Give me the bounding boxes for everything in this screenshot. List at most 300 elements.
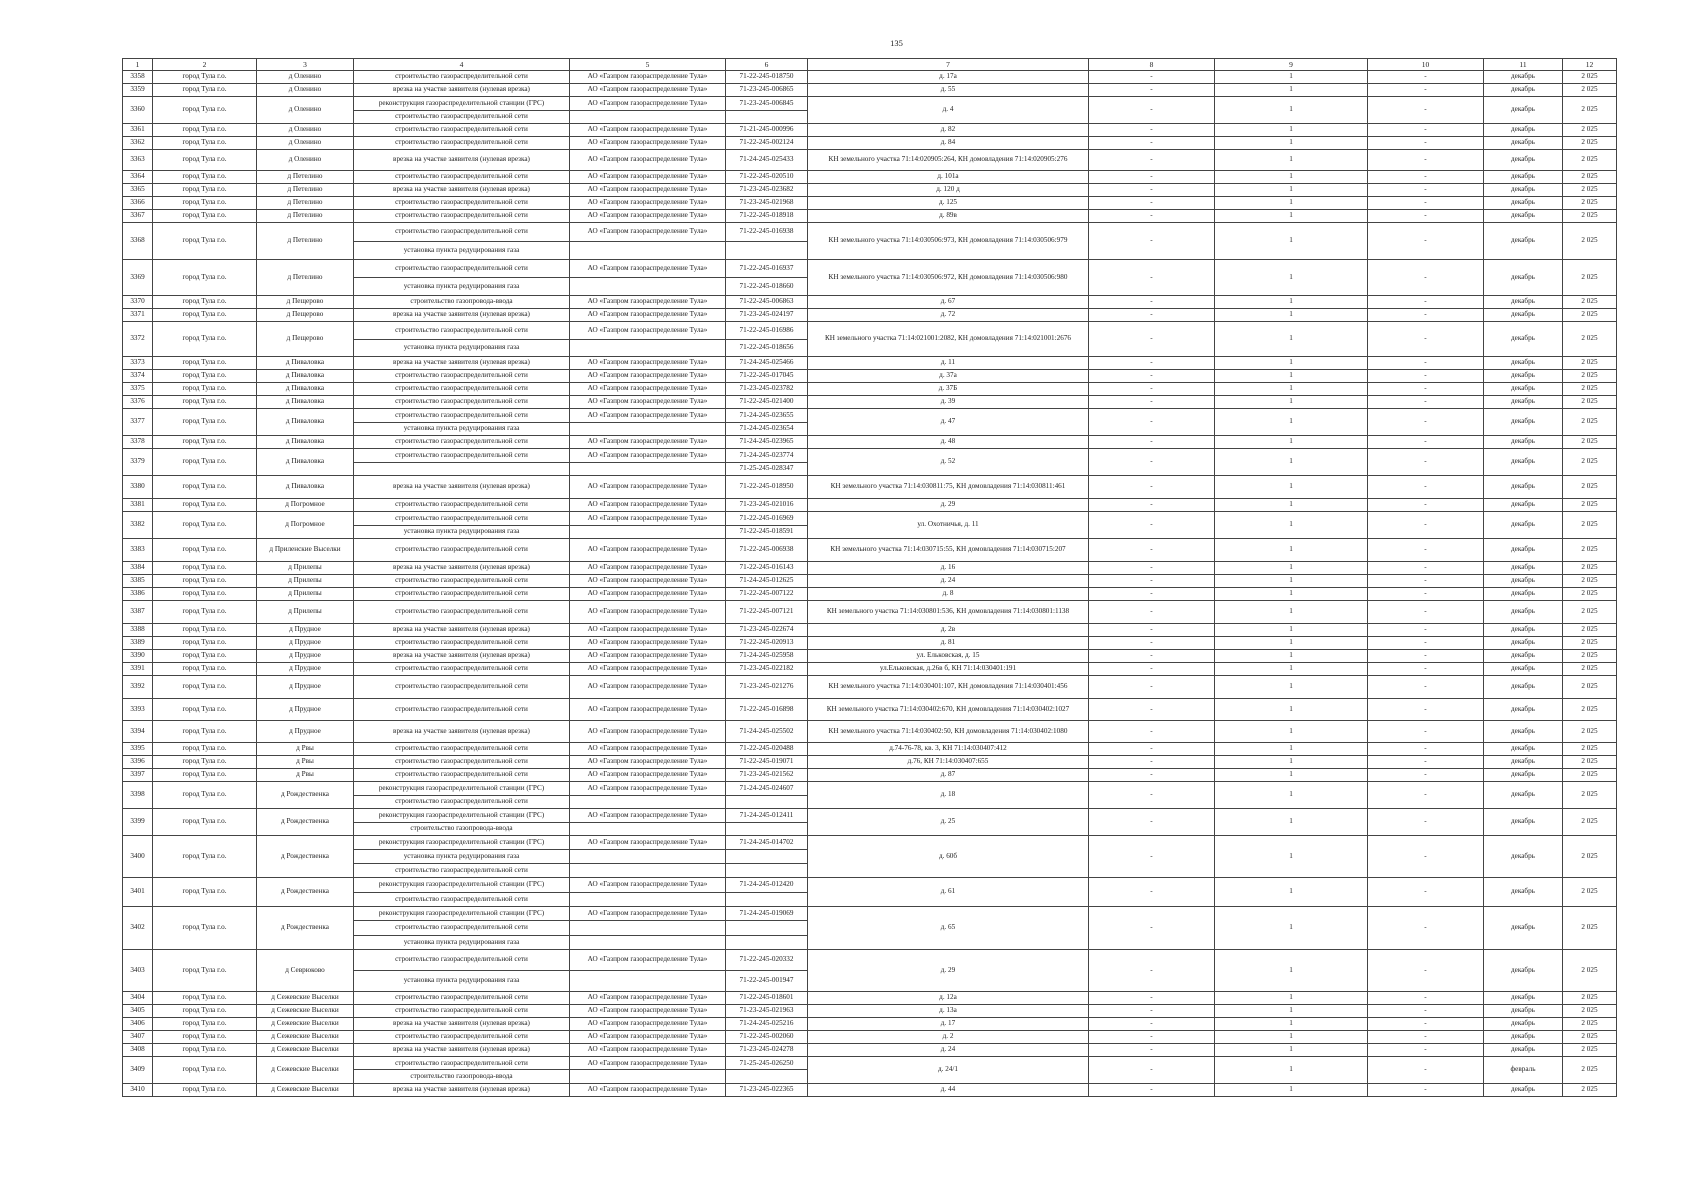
address-cell: д. 13а [808,1004,1089,1017]
locality-cell: д Петелино [257,210,354,223]
row-number: 3383 [123,539,153,562]
column-10-cell: - [1368,949,1484,991]
year-cell: 2 025 [1563,322,1617,357]
locality-cell: д Сежевские Выселки [257,1043,354,1056]
year-cell: 2 025 [1563,184,1617,197]
work-type-cell: строительство газораспределительной сети [354,383,570,396]
row-number: 3405 [123,1004,153,1017]
header-cell: 4 [354,59,570,71]
work-type-cell: строительство газораспределительной сети [354,663,570,676]
work-type-cell: установка пункта редуцирования газа [354,850,570,864]
object-code-cell: 71-22-245-018656 [726,339,808,357]
locality-cell: д Рождественка [257,782,354,809]
locality-cell: д Пиваловка [257,396,354,409]
column-9-cell: 1 [1215,562,1368,575]
column-8-cell: - [1089,383,1215,396]
year-cell: 2 025 [1563,663,1617,676]
column-8-cell: - [1089,171,1215,184]
locality-cell: д Петелино [257,223,354,260]
column-10-cell: - [1368,357,1484,370]
row-number: 3387 [123,601,153,624]
object-code-cell: 71-24-245-014702 [726,836,808,850]
year-cell: 2 025 [1563,769,1617,782]
work-type-cell: строительство газораспределительной сети [354,601,570,624]
column-9-cell: 1 [1215,260,1368,296]
column-9-cell: 1 [1215,699,1368,721]
address-cell: д. 37Б [808,383,1089,396]
year-cell: 2 025 [1563,949,1617,991]
address-cell: КН земельного участка 71:14:030811:75, КН домовладения 71:14:030811:461 [808,476,1089,499]
work-type-cell: установка пункта редуцирования газа [354,935,570,949]
work-type-cell: строительство газораспределительной сети [354,71,570,84]
year-cell: 2 025 [1563,588,1617,601]
column-8-cell: - [1089,676,1215,699]
year-cell: 2 025 [1563,223,1617,260]
locality-cell: д Рвы [257,769,354,782]
organization-cell [570,935,726,949]
municipality-cell: город Тула г.о. [153,1030,257,1043]
organization-cell: АО «Газпром газораспределение Тула» [570,184,726,197]
municipality-cell: город Тула г.о. [153,601,257,624]
organization-cell: АО «Газпром газораспределение Тула» [570,809,726,823]
table-row [123,409,1617,423]
address-cell: д. 17а [808,71,1089,84]
object-code-cell: 71-22-245-016937 [726,260,808,278]
organization-cell [570,339,726,357]
row-number: 3391 [123,663,153,676]
work-type-cell: врезка на участке заявителя (нулевая врезка) [354,650,570,663]
address-cell: д. 61 [808,878,1089,907]
municipality-cell: город Тула г.о. [153,562,257,575]
row-number: 3378 [123,436,153,449]
municipality-cell: город Тула г.о. [153,949,257,991]
year-cell: 2 025 [1563,756,1617,769]
month-cell: декабрь [1484,370,1563,383]
table-row [123,309,1617,322]
object-code-cell: 71-22-245-016938 [726,223,808,242]
column-9-cell: 1 [1215,171,1368,184]
column-9-cell: 1 [1215,637,1368,650]
column-9-cell: 1 [1215,309,1368,322]
column-10-cell: - [1368,71,1484,84]
address-cell: д. 11 [808,357,1089,370]
month-cell: декабрь [1484,907,1563,950]
organization-cell: АО «Газпром газораспределение Тула» [570,150,726,171]
month-cell: декабрь [1484,588,1563,601]
column-10-cell: - [1368,322,1484,357]
month-cell: декабрь [1484,396,1563,409]
month-cell: декабрь [1484,499,1563,512]
object-code-cell: 71-22-245-017045 [726,370,808,383]
locality-cell: д Сежевские Выселки [257,1056,354,1083]
work-type-cell: строительство газораспределительной сети [354,124,570,137]
year-cell: 2 025 [1563,907,1617,950]
table-row [123,650,1617,663]
organization-cell [570,1070,726,1084]
column-9-cell: 1 [1215,575,1368,588]
locality-cell: д Пиваловка [257,383,354,396]
locality-cell: д Рождественка [257,878,354,907]
column-10-cell: - [1368,836,1484,878]
work-type-cell: врезка на участке заявителя (нулевая врезка) [354,357,570,370]
column-9-cell: 1 [1215,1043,1368,1056]
work-type-cell: реконструкция газораспределительной станции (ГРС) [354,809,570,823]
column-9-cell: 1 [1215,1056,1368,1083]
table-row [123,124,1617,137]
column-8-cell: - [1089,322,1215,357]
work-type-cell: реконструкция газораспределительной станции (ГРС) [354,782,570,796]
row-number: 3376 [123,396,153,409]
address-cell: КН земельного участка 71:14:030506:972, КН домовладения 71:14:030506:980 [808,260,1089,296]
organization-cell: АО «Газпром газораспределение Тула» [570,676,726,699]
table-row [123,476,1617,499]
organization-cell: АО «Газпром газораспределение Тула» [570,97,726,111]
column-9-cell: 1 [1215,197,1368,210]
year-cell: 2 025 [1563,396,1617,409]
organization-cell: АО «Газпром газораспределение Тула» [570,782,726,796]
work-type-cell: строительство газораспределительной сети [354,892,570,907]
year-cell: 2 025 [1563,357,1617,370]
address-cell: д. 4 [808,97,1089,124]
address-cell: ул.Ельковская, д.26в б, КН 71:14:030401:191 [808,663,1089,676]
locality-cell: д Пиваловка [257,409,354,436]
table-row [123,575,1617,588]
row-number: 3393 [123,699,153,721]
object-code-cell: 71-24-245-023655 [726,409,808,423]
municipality-cell: город Тула г.о. [153,357,257,370]
address-cell: д. 65 [808,907,1089,950]
object-code-cell: 71-24-245-012411 [726,809,808,823]
locality-cell: д Рвы [257,743,354,756]
row-number: 3363 [123,150,153,171]
municipality-cell: город Тула г.о. [153,1043,257,1056]
work-type-cell: установка пункта редуцирования газа [354,970,570,991]
locality-cell: д Петелино [257,197,354,210]
work-type-cell: реконструкция газораспределительной станции (ГРС) [354,907,570,921]
object-code-cell: 71-22-245-016986 [726,322,808,340]
organization-cell [570,110,726,124]
month-cell: декабрь [1484,1030,1563,1043]
work-type-cell: строительство газораспределительной сети [354,575,570,588]
work-type-cell: строительство газораспределительной сети [354,795,570,809]
municipality-cell: город Тула г.о. [153,197,257,210]
object-code-cell: 71-22-245-020488 [726,743,808,756]
object-code-cell: 71-23-245-021016 [726,499,808,512]
column-8-cell: - [1089,476,1215,499]
header-cell: 6 [726,59,808,71]
municipality-cell: город Тула г.о. [153,756,257,769]
column-9-cell: 1 [1215,84,1368,97]
object-code-cell: 71-22-245-002060 [726,1030,808,1043]
work-type-cell: строительство газораспределительной сети [354,370,570,383]
locality-cell: д Оленино [257,124,354,137]
work-type-cell: врезка на участке заявителя (нулевая врезка) [354,184,570,197]
month-cell: декабрь [1484,476,1563,499]
locality-cell: д Сежевские Выселки [257,991,354,1004]
year-cell: 2 025 [1563,97,1617,124]
locality-cell: д Погромное [257,499,354,512]
row-number: 3374 [123,370,153,383]
object-code-cell: 71-23-245-023782 [726,383,808,396]
month-cell: декабрь [1484,449,1563,476]
row-number: 3361 [123,124,153,137]
year-cell: 2 025 [1563,1004,1617,1017]
locality-cell: д Петелино [257,184,354,197]
work-type-cell: врезка на участке заявителя (нулевая врезка) [354,476,570,499]
work-type-cell: строительство газораспределительной сети [354,171,570,184]
organization-cell: АО «Газпром газораспределение Тула» [570,396,726,409]
column-8-cell: - [1089,575,1215,588]
year-cell: 2 025 [1563,296,1617,309]
locality-cell: д Прилепы [257,562,354,575]
column-8-cell: - [1089,782,1215,809]
municipality-cell: город Тула г.о. [153,588,257,601]
organization-cell: АО «Газпром газораспределение Тула» [570,499,726,512]
column-8-cell: - [1089,650,1215,663]
row-number: 3395 [123,743,153,756]
month-cell: декабрь [1484,1083,1563,1096]
municipality-cell: город Тула г.о. [153,512,257,539]
address-cell: д. 101а [808,171,1089,184]
work-type-cell: строительство газопровода-ввода [354,296,570,309]
month-cell: декабрь [1484,1017,1563,1030]
column-10-cell: - [1368,1056,1484,1083]
month-cell: декабрь [1484,260,1563,296]
work-type-cell: установка пункта редуцирования газа [354,422,570,436]
column-9-cell: 1 [1215,184,1368,197]
address-cell: д. 47 [808,409,1089,436]
column-10-cell: - [1368,756,1484,769]
organization-cell: АО «Газпром газораспределение Тула» [570,637,726,650]
year-cell: 2 025 [1563,1017,1617,1030]
year-cell: 2 025 [1563,836,1617,878]
column-10-cell: - [1368,1083,1484,1096]
municipality-cell: город Тула г.о. [153,124,257,137]
organization-cell [570,892,726,907]
work-type-cell [354,462,570,476]
object-code-cell: 71-23-245-021968 [726,197,808,210]
organization-cell: АО «Газпром газораспределение Тула» [570,878,726,893]
address-cell: д. 17 [808,1017,1089,1030]
object-code-cell [726,921,808,935]
row-number: 3369 [123,260,153,296]
organization-cell: АО «Газпром газораспределение Тула» [570,1043,726,1056]
object-code-cell: 71-24-245-012625 [726,575,808,588]
table-row [123,878,1617,893]
row-number: 3396 [123,756,153,769]
table-row [123,210,1617,223]
year-cell: 2 025 [1563,676,1617,699]
locality-cell: д Оленино [257,137,354,150]
object-code-cell: 71-24-245-025216 [726,1017,808,1030]
column-8-cell: - [1089,71,1215,84]
row-number: 3390 [123,650,153,663]
work-type-cell: строительство газораспределительной сети [354,322,570,340]
row-number: 3365 [123,184,153,197]
work-type-cell: врезка на участке заявителя (нулевая врезка) [354,721,570,743]
object-code-cell: 71-24-245-023965 [726,436,808,449]
month-cell: декабрь [1484,97,1563,124]
work-type-cell: установка пункта редуцирования газа [354,241,570,260]
work-type-cell: строительство газораспределительной сети [354,1030,570,1043]
column-10-cell: - [1368,588,1484,601]
address-cell: д. 82 [808,124,1089,137]
column-10-cell: - [1368,1030,1484,1043]
table-row [123,71,1617,84]
column-8-cell: - [1089,588,1215,601]
column-9-cell: 1 [1215,137,1368,150]
column-9-cell: 1 [1215,756,1368,769]
address-cell: д. 24 [808,575,1089,588]
municipality-cell: город Тула г.о. [153,624,257,637]
object-code-cell [726,864,808,878]
column-8-cell: - [1089,949,1215,991]
month-cell: декабрь [1484,210,1563,223]
work-type-cell: строительство газораспределительной сети [354,436,570,449]
month-cell: декабрь [1484,663,1563,676]
month-cell: декабрь [1484,309,1563,322]
organization-cell: АО «Газпром газораспределение Тула» [570,71,726,84]
address-cell: д. 52 [808,449,1089,476]
row-number: 3408 [123,1043,153,1056]
column-8-cell: - [1089,1004,1215,1017]
work-type-cell: реконструкция газораспределительной станции (ГРС) [354,878,570,893]
column-9-cell: 1 [1215,676,1368,699]
work-type-cell: установка пункта редуцирования газа [354,339,570,357]
column-10-cell: - [1368,743,1484,756]
address-cell: д. 120 д [808,184,1089,197]
year-cell: 2 025 [1563,1083,1617,1096]
table-row [123,809,1617,823]
table-row [123,1083,1617,1096]
locality-cell: д Рождественка [257,836,354,878]
municipality-cell: город Тула г.о. [153,991,257,1004]
row-number: 3372 [123,322,153,357]
column-8-cell: - [1089,357,1215,370]
column-10-cell: - [1368,637,1484,650]
work-type-cell: строительство газораспределительной сети [354,539,570,562]
column-9-cell: 1 [1215,601,1368,624]
work-type-cell: реконструкция газораспределительной станции (ГРС) [354,97,570,111]
column-8-cell: - [1089,836,1215,878]
table-row [123,512,1617,526]
column-9-cell: 1 [1215,357,1368,370]
column-8-cell: - [1089,436,1215,449]
work-type-cell: строительство газораспределительной сети [354,409,570,423]
table-row [123,699,1617,721]
organization-cell: АО «Газпром газораспределение Тула» [570,539,726,562]
column-8-cell: - [1089,512,1215,539]
municipality-cell: город Тула г.о. [153,309,257,322]
month-cell: декабрь [1484,836,1563,878]
month-cell: декабрь [1484,71,1563,84]
object-code-cell: 71-22-245-019071 [726,756,808,769]
column-8-cell: - [1089,396,1215,409]
locality-cell: д Сежевские Выселки [257,1017,354,1030]
column-9-cell: 1 [1215,650,1368,663]
work-type-cell: врезка на участке заявителя (нулевая врезка) [354,1017,570,1030]
locality-cell: д Пещерово [257,296,354,309]
column-8-cell: - [1089,699,1215,721]
month-cell: декабрь [1484,1043,1563,1056]
locality-cell: д Сежевские Выселки [257,1004,354,1017]
year-cell: 2 025 [1563,562,1617,575]
month-cell: декабрь [1484,562,1563,575]
table-row [123,370,1617,383]
organization-cell: АО «Газпром газораспределение Тула» [570,409,726,423]
work-type-cell: врезка на участке заявителя (нулевая врезка) [354,562,570,575]
column-9-cell: 1 [1215,436,1368,449]
municipality-cell: город Тула г.о. [153,296,257,309]
address-cell: д. 18 [808,782,1089,809]
row-number: 3375 [123,383,153,396]
table-row [123,436,1617,449]
month-cell: декабрь [1484,575,1563,588]
object-code-cell: 71-25-245-026250 [726,1056,808,1070]
object-code-cell: 71-24-245-025958 [726,650,808,663]
column-8-cell: - [1089,637,1215,650]
municipality-cell: город Тула г.о. [153,436,257,449]
table-row [123,949,1617,970]
year-cell: 2 025 [1563,721,1617,743]
organization-cell [570,970,726,991]
year-cell: 2 025 [1563,650,1617,663]
year-cell: 2 025 [1563,991,1617,1004]
locality-cell: д Рвы [257,756,354,769]
locality-cell: д Прилепы [257,601,354,624]
column-10-cell: - [1368,562,1484,575]
column-8-cell: - [1089,184,1215,197]
row-number: 3366 [123,197,153,210]
table-row [123,184,1617,197]
locality-cell: д Пещерово [257,309,354,322]
month-cell: декабрь [1484,223,1563,260]
column-10-cell: - [1368,676,1484,699]
organization-cell [570,278,726,296]
object-code-cell: 71-23-245-006845 [726,97,808,111]
column-10-cell: - [1368,171,1484,184]
year-cell: 2 025 [1563,1030,1617,1043]
municipality-cell: город Тула г.о. [153,1004,257,1017]
row-number: 3399 [123,809,153,836]
work-type-cell: врезка на участке заявителя (нулевая врезка) [354,84,570,97]
municipality-cell: город Тула г.о. [153,699,257,721]
locality-cell: д Оленино [257,97,354,124]
month-cell: декабрь [1484,171,1563,184]
municipality-cell: город Тула г.о. [153,97,257,124]
object-code-cell: 71-22-245-020913 [726,637,808,650]
organization-cell [570,822,726,836]
column-9-cell: 1 [1215,836,1368,878]
column-8-cell: - [1089,1043,1215,1056]
municipality-cell: город Тула г.о. [153,84,257,97]
row-number: 3394 [123,721,153,743]
table-row [123,756,1617,769]
year-cell: 2 025 [1563,137,1617,150]
locality-cell: д Сежевские Выселки [257,1083,354,1096]
column-8-cell: - [1089,499,1215,512]
table-row [123,907,1617,921]
month-cell: декабрь [1484,809,1563,836]
work-type-cell: строительство газораспределительной сети [354,260,570,278]
year-cell: 2 025 [1563,84,1617,97]
locality-cell: д Оленино [257,150,354,171]
table-row [123,1030,1617,1043]
organization-cell: АО «Газпром газораспределение Тула» [570,1056,726,1070]
locality-cell: д Пиваловка [257,449,354,476]
table-row [123,1043,1617,1056]
organization-cell: АО «Газпром газораспределение Тула» [570,601,726,624]
